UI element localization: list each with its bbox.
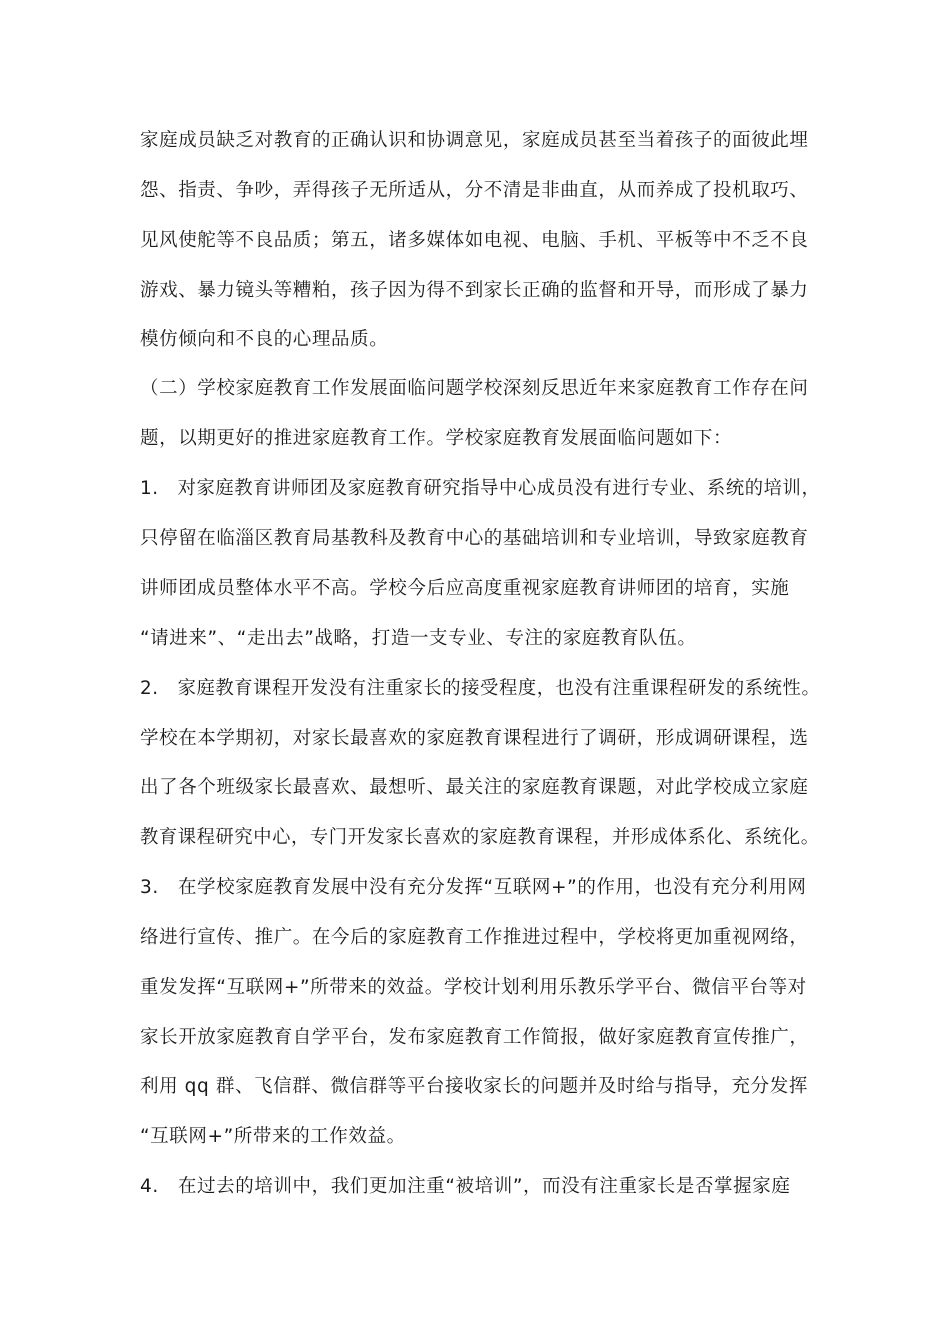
text-line: 重发发挥“互联网+”所带来的效益。学校计划利用乐教乐学平台、微信平台等对	[140, 977, 807, 998]
text-line: 题，以期更好的推进家庭教育工作。学校家庭教育发展面临问题如下：	[140, 428, 733, 449]
list-item-4: 4. 在过去的培训中，我们更加注重“被培训”，而没有注重家长是否掌握家庭	[140, 1176, 791, 1197]
list-item-2: 2. 家庭教育课程开发没有注重家长的接受程度，也没有注重课程研发的系统性。	[140, 678, 821, 699]
text-line: 家庭成员缺乏对教育的正确认识和协调意见，家庭成员甚至当着孩子的面彼此埋	[140, 130, 809, 151]
list-item-3: 3. 在学校家庭教育发展中没有充分发挥“互联网+”的作用，也没有充分利用网	[140, 877, 807, 898]
text-line: 只停留在临淄区教育局基教科及教育中心的基础培训和专业培训，导致家庭教育	[140, 528, 809, 549]
text-line: “请进来”、“走出去”战略，打造一支专业、专注的家庭教育队伍。	[140, 628, 697, 649]
list-item-1: 1. 对家庭教育讲师团及家庭教育研究指导中心成员没有进行专业、系统的培训，	[140, 478, 821, 499]
text-line: 模仿倾向和不良的心理品质。	[140, 329, 389, 350]
text-line: 教育课程研究中心，专门开发家长喜欢的家庭教育课程，并形成体系化、系统化。	[140, 827, 820, 848]
section-heading: （二）学校家庭教育工作发展面临问题学校深刻反思近年来家庭教育工作存在问	[140, 378, 809, 399]
text-line: 怨、指责、争吵，弄得孩子无所适从，分不清是非曲直，从而养成了投机取巧、	[140, 180, 809, 201]
text-line: 游戏、暴力镜头等糟粕，孩子因为得不到家长正确的监督和开导，而形成了暴力	[140, 280, 809, 301]
text-line: 家长开放家庭教育自学平台，发布家庭教育工作简报，做好家庭教育宣传推广，	[140, 1027, 809, 1048]
text-line: 见风使舵等不良品质；第五，诸多媒体如电视、电脑、手机、平板等中不乏不良	[140, 230, 809, 251]
text-line: 出了各个班级家长最喜欢、最想听、最关注的家庭教育课题，对此学校成立家庭	[140, 777, 809, 798]
text-line: 利用 qq 群、飞信群、微信群等平台接收家长的问题并及时给与指导，充分发挥	[140, 1076, 808, 1097]
text-line: 络进行宣传、推广。在今后的家庭教育工作推进过程中，学校将更加重视网络，	[140, 927, 809, 948]
text-line: “互联网+”所带来的工作效益。	[140, 1126, 406, 1147]
text-line: 学校在本学期初，对家长最喜欢的家庭教育课程进行了调研，形成调研课程，选	[140, 728, 809, 749]
text-line: 讲师团成员整体水平不高。学校今后应高度重视家庭教育讲师团的培育，实施	[140, 578, 790, 599]
